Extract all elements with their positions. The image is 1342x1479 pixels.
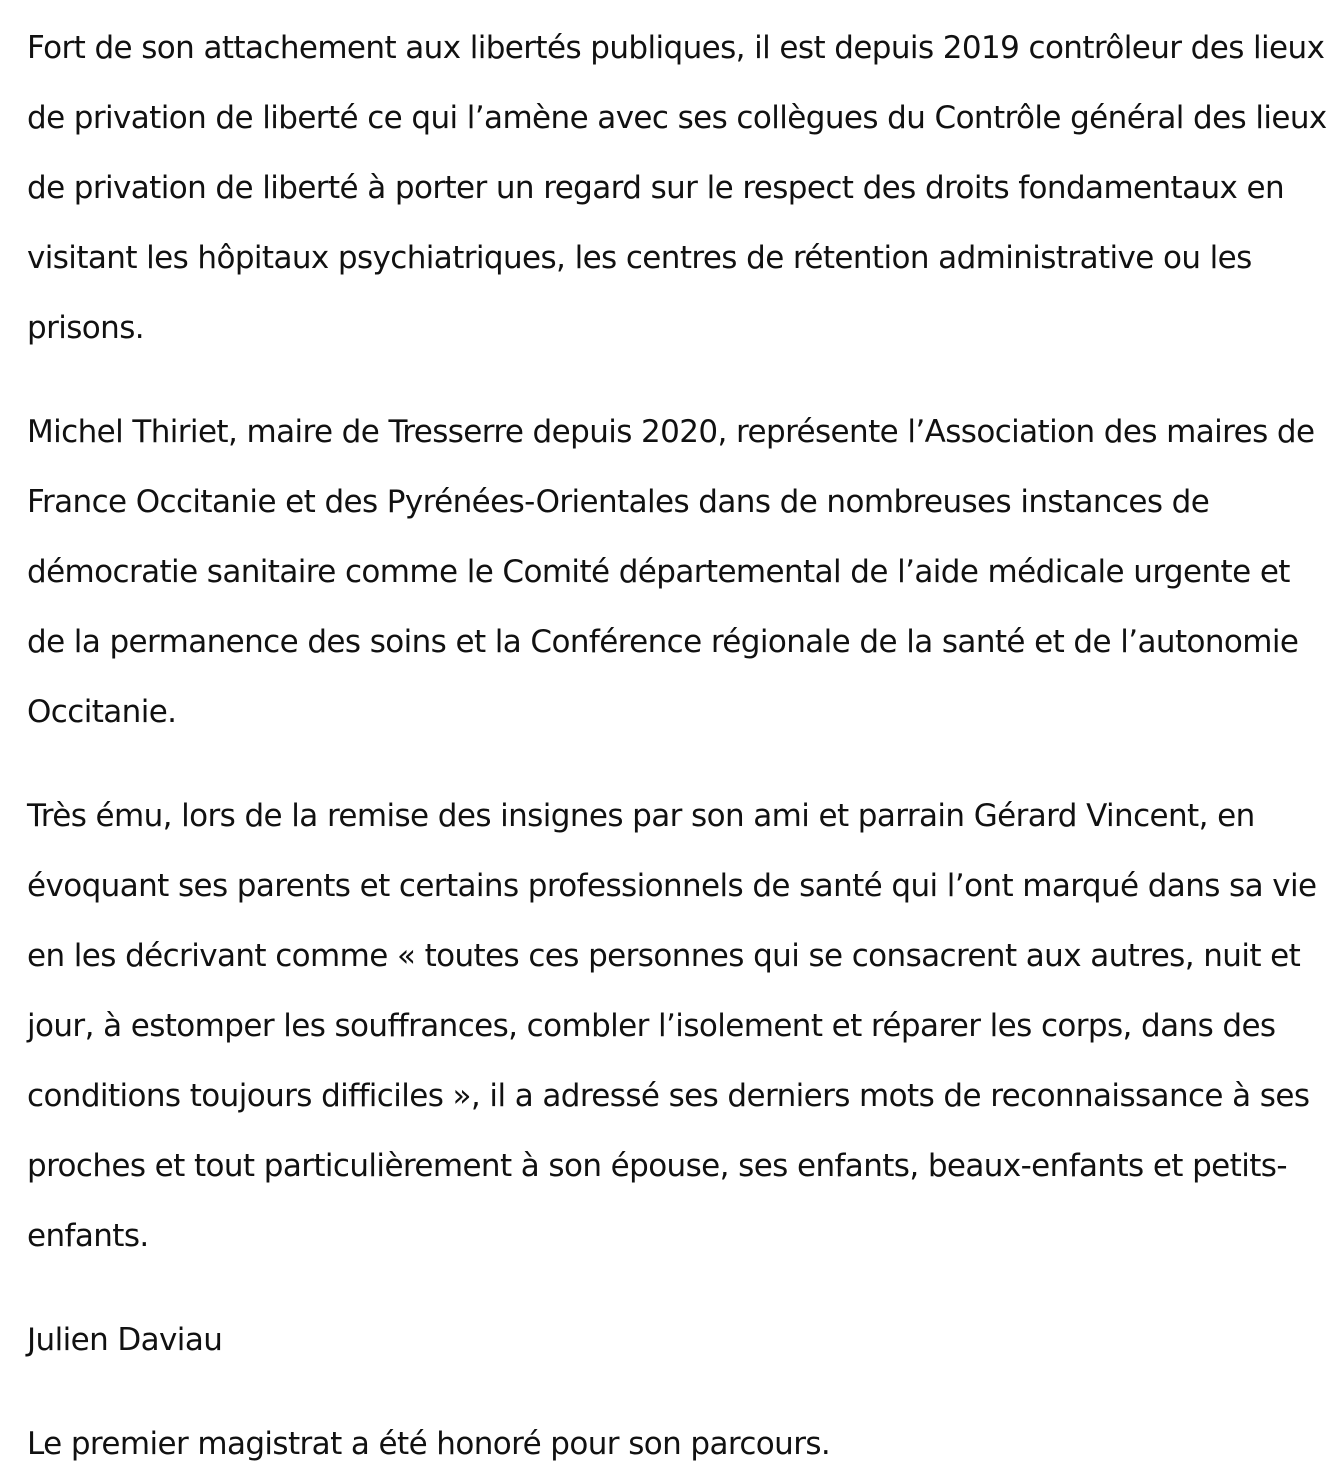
author-byline: Julien Daviau [27, 1322, 223, 1358]
article-paragraph: Très ému, lors de la remise des insignes par son ami et parrain Gérard Vincent, en évoquant ses parents et certains professionnels de santé qui l’ont marqué dans sa vie en les décrivant comme « toutes ces personnes qui se consacrent aux autres, nuit et jour, à estomper les souffrances, combler l’isolement et réparer les corps, dans des conditions toujours difficiles », il a adressé ses derniers mots de reconnaissance à ses proches et tout particulièrement à son épouse, ses enfants, beaux-enfants et petits-enfants. [27, 798, 1317, 1254]
photo-caption: Le premier magistrat a été honoré pour son parcours. [27, 1426, 831, 1462]
article-body [27, 13, 1332, 1479]
article-paragraph: Michel Thiriet, maire de Tresserre depuis 2020, représente l’Association des maires de France Occitanie et des Pyrénées-Orientales dans de nombreuses instances de démocratie sanitaire comme le Comité départemental de l’aide médicale urgente et de la permanence des soins et la Conférence régionale de la santé et de l’autonomie Occitanie. [27, 414, 1315, 730]
article-paragraph: Fort de son attachement aux libertés publiques, il est depuis 2019 contrôleur des lieux de privation de liberté ce qui l’amène avec ses collègues du Contrôle général des lieux de privation de liberté à porter un regard sur le respect des droits fondamentaux en visitant les hôpitaux psychiatriques, les centres de rétention administrative ou les prisons. [27, 30, 1327, 346]
